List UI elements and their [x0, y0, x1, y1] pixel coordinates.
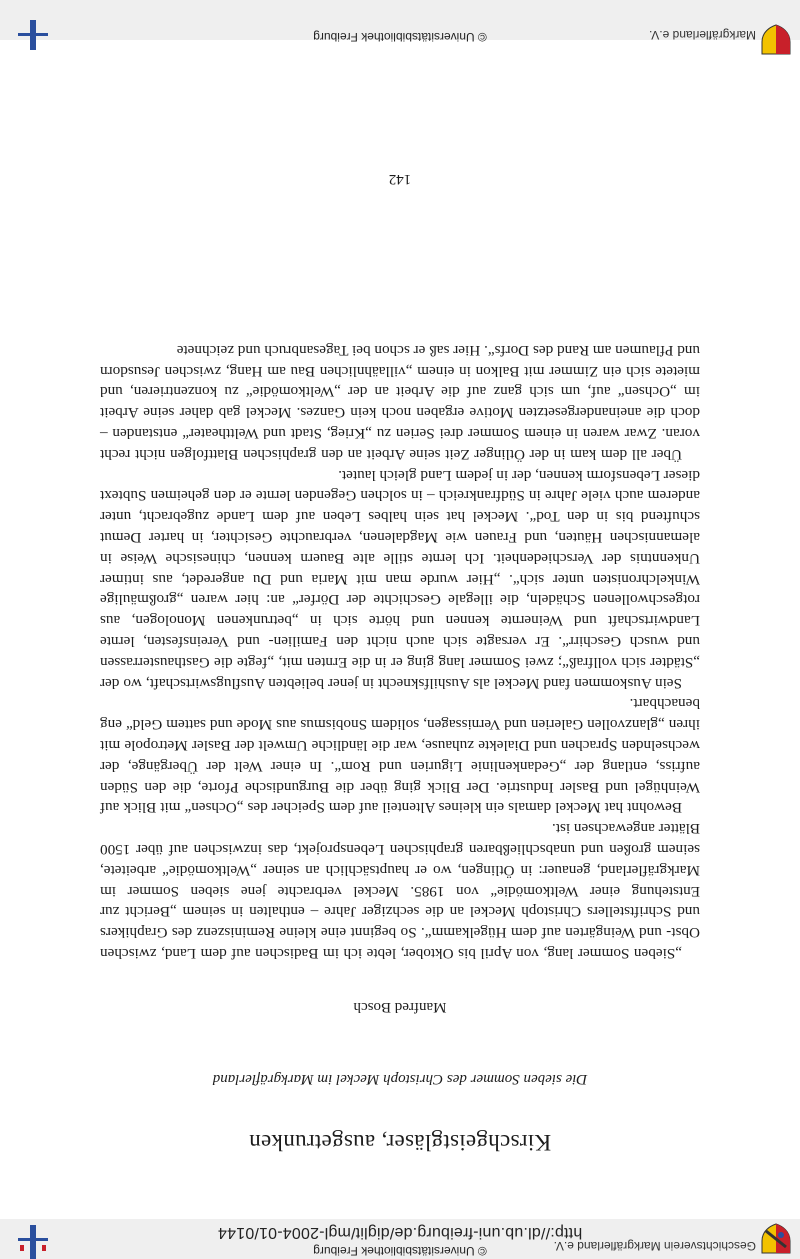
org-name: Geschichtsverein Markgräflerland e.V. — [553, 1239, 756, 1253]
document-url[interactable]: http://dl.ub.uni-freiburg.de/diglit/mgl-2004-01/0144 — [217, 1224, 583, 1241]
article-body — [100, 339, 700, 963]
page-number: 142 — [388, 171, 412, 187]
article-subtitle: Die sieben Sommer des Christoph Meckel im Markgräflerland — [212, 1071, 588, 1087]
paragraph: Über all dem kam in der Ötlinger Zeit seine Arbeit an den graphischen Blattfolgen nicht recht voran. Zwar waren in einem Sommer drei Serien zu „Krieg, Stadt und Welttheater“ entstanden – doch die aneinandergesetzten Motive ergaben noch kein Ganzes. Meckel gab daher seine Arbeit im „Ochsen“ auf, um sich ganz auf die Arbeit an der „Weltkomödie“ zu konzentrieren, und mietete sich ein Zimmer mit Balkon in einem „villaähnlichen Bau am Hang, zwischen Jesusdorn und Pflaumen am Rand des Dorfs“. Hier saß er schon bei Tagesanbruch und zeichnete — [100, 341, 700, 463]
library-credit: © Universitätsbibliothek Freiburg — [313, 30, 487, 44]
university-library-logo-icon — [8, 1219, 56, 1259]
viewer-footer — [0, 0, 800, 44]
library-credit: © Universitätsbibliothek Freiburg — [313, 1244, 487, 1258]
paragraph: Sein Auskommen fand Meckel als Aushilfsknecht in jener beliebten Ausflugswirtschaft, wo der „Städter sich vollfraß“; zwei Sommer lang ging er in die Ernten mit, „fegte die Gasthausterrassen und wusch Geschirr“. Er versagte sich auch nicht den Familien- und Vereinsfesten, lernte Landwirtschaft und Weinernte kennen und hörte sich in „betrunkenen Monologen, aus rotgeschwollenen Schädeln, die illegale Geschichte der Dörfer“ an: hier waren „großmäulige Winkelchronisten unter sich“. „Hier wurde man mit Maria und Du angeredet, aus intimer Unkenntnis der Verschiedenheit. Ich lernte stille alte Bauern kennen, chinesische Weise in alemannischen Häuten, und Frauen wie Magdalenen, verbrauchte Gesichter, in harter Demut schuftend bis in den Tod“. Meckel hat sein halbes Leben auf dem Lande zugebracht, unter anderem auch viele Jahre in Südfrankreich – in solchen Gegenden lernte er den geheimen Subtext dieser Lebensform kennen, der in jedem Land gleich lautet. — [100, 466, 700, 692]
viewer-header — [0, 1219, 800, 1259]
paragraph: „Sieben Sommer lang, von April bis Oktober, lebte ich im Badischen auf dem Land, zwischen Obst- und Weingärten auf dem Hügelkamm“. So beginnt eine kleine Reminiszenz des Graphikers und Schriftstellers Christoph Meckel an die sechziger Jahre – enthalten in seinem „Bericht zur Entstehung einer Weltkomödie“ von 1985. Meckel verbrachte jene sieben Sommer im Markgräflerland, genauer: in Ötlingen, wo er hauptsächlich an seiner „Weltkomödie“ arbeitete, seinem großen und unabschließbaren graphischen Lebensprojekt, das inzwischen auf über 1500 Blätter angewachsen ist. — [100, 820, 700, 962]
org-name: Markgräflerland e.V. — [649, 28, 756, 42]
article-author: Manfred Bosch — [353, 999, 447, 1015]
article-title: Kirschgeistgläser, ausgetrunken — [248, 1130, 552, 1155]
university-library-logo-icon — [8, 20, 56, 60]
paragraph: Bewohnt hat Meckel damals ein kleines Altenteil auf dem Speicher des „Ochsen“ mit Blick auf Weinhügel und Basler Industrie. Der Blick ging über die Burgundische Pforte, die den Süden aufriss, entlang der „Gedankenlinie Ligurien und Rom“. In einer Welt der Übergänge, der wechselnden Sprachen und Dialekte zuhause, war die ländliche Umwelt der Basler Metropole mit ihren „glanzvollen Galerien und Vernissagen, solidem Snobismus aus Mode und sattem Geld“ eng benachbart. — [100, 695, 700, 817]
